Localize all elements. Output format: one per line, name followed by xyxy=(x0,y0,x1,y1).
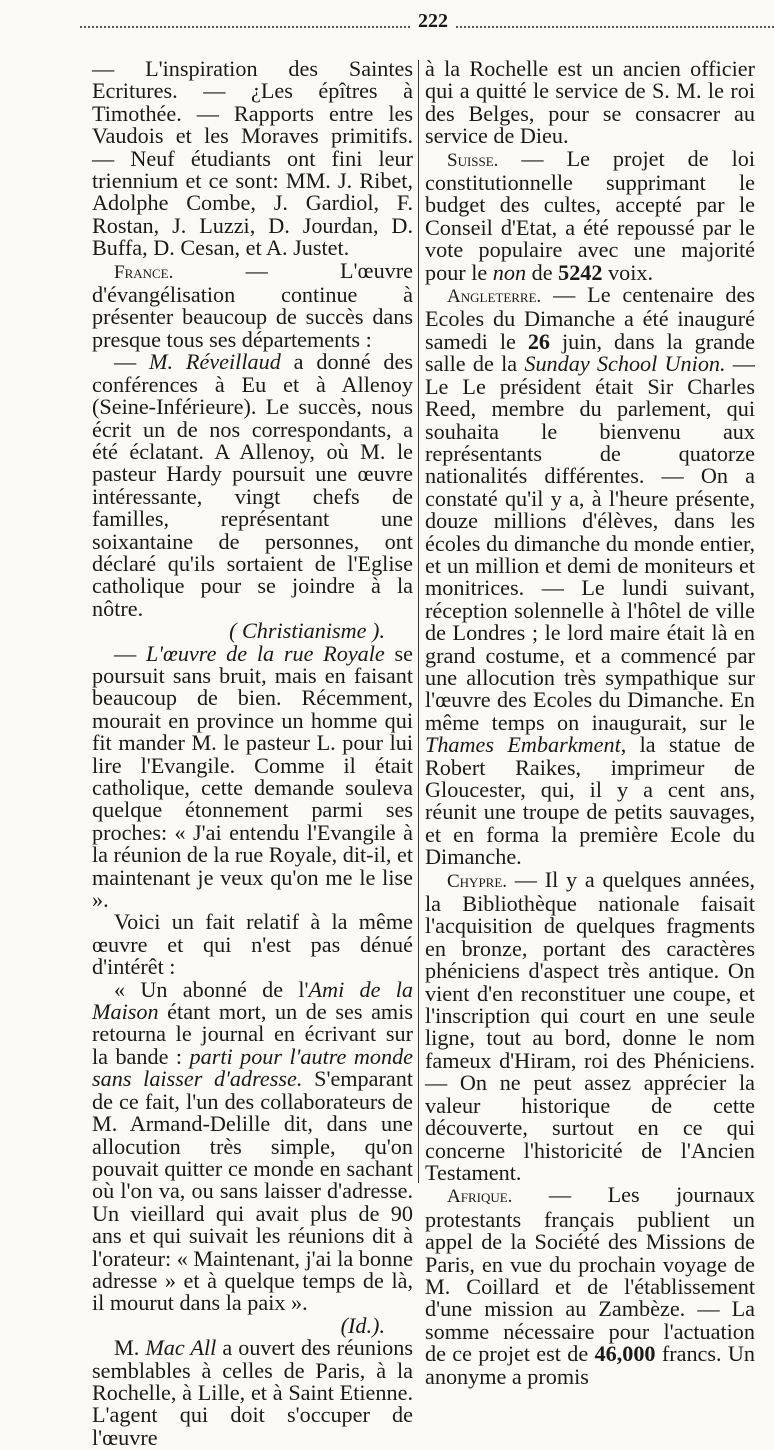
paragraph-courses: — L'inspiration des Saintes Ecritures. — ¿Les épîtres à Timothée. — Rapports entre les Vaudois et les Moraves primitifs. — Neuf étudiants ont fini leur triennium et ce sont: MM. J. Ribet, Adolphe Combe, J. Gardiol, F. Rostan, J. Luzzi, D. Jourdan, D. Buffa, D. Cesan, et A. Justet. xyxy=(92,56,413,261)
paragraph-afrique: Afrique. — Les journaux protestants français publient un appel de la Société des Missions de Paris, en vue du prochain voyage de M. Coillard et de l'établissement d'une mission au Zambèze. — La somme nécessaire pour l'actuation de ce projet est de 46,000 francs. Un anonyme a promis xyxy=(425,1182,755,1389)
right-column xyxy=(425,58,755,1388)
left-column xyxy=(92,58,413,1449)
paragraph-angleterre: Angleterre. — Le centenaire des Ecoles du Dimanche a été inauguré samedi le 26 juin, dans la grande salle de la Sunday School Union. — Le Le président était Sir Charles Reed, membre du parlement, qui souhaita le bienvenu aux représentants de quatorze nationalités différentes. — On a constaté qu'il y a, à l'heure présente, douze millions d'élèves, dans les écoles du dimanche du monde entier, et un million et demi de moniteurs et monitrices. — Le lundi suivant, réception solennelle à l'hôtel de ville de Londres ; le lord maire était là en grand costume, et a commencé par une allocution très sympathique sur l'œuvre des Ecoles du Dimanche. En même temps on inaugurait, sur le Thames Embarkment, la statue de Robert Raikes, imprimeur de Gloucester, qui, il y a cent ans, réunit une troupe de petits sauvages, et en forma la première Ecole du Dimanche. xyxy=(425,282,755,870)
paragraph-suisse: Suisse. — Le projet de loi constitutionnelle supprimant le budget des cultes, accepté par le Conseil d'Etat, a été repoussé par le vote populaire avec une majorité pour le non de 5242 voix. xyxy=(425,145,755,285)
paragraph-rue-royale: — L'œuvre de la rue Royale se poursuit sans bruit, mais en faisant beaucoup de bien. Récemment, mourait en province un homme qui fit mander M. le pasteur L. pour lui lire l'Evangile. Comme il était catholique, cette demande souleva quelque étonnement parmi ses proches: « J'ai entendu l'Evangile à la réunion de la rue Royale, dit-il, et maintenant je veux qu'on me le lise ». xyxy=(92,640,414,913)
paragraph-rochelle: à la Rochelle est un ancien officier qui a quitté le service de S. M. le roi des Belges, pour se consacrer au service de Dieu. xyxy=(425,56,755,149)
section-lead-suisse: Suisse. xyxy=(447,149,499,171)
section-lead-angleterre: Angleterre. xyxy=(447,286,542,308)
paragraph-reveillaud: — M. Réveillaud a donné des conférences à Eu et à Allenoy (Seine-Inférieure). Le succès, nous écrit un de nos correspondants, a été éclatant. A Allenoy, où M. le pasteur Hardy poursuit une œuvre intéressante, vingt chefs de familles, représentant une soixantaine de personnes, ont déclaré qu'ils sortaient de l'Eglise catholique pour se joindre à la nôtre. xyxy=(92,349,414,621)
section-lead-afrique: Afrique. xyxy=(447,1186,513,1208)
column-separator xyxy=(418,60,419,1183)
name-mac-all: Mac All xyxy=(145,1335,217,1361)
source-christianisme: ( Christianisme ). xyxy=(229,618,385,644)
page-number: 222 xyxy=(410,10,456,33)
name-rue-royale: L'œuvre de la rue Royale xyxy=(145,640,385,666)
source-id: (Id.). xyxy=(340,1312,385,1338)
paragraph-france: France. — L'œuvre d'évangélisation continue à présenter beaucoup de succès dans presque tous ses départements : xyxy=(92,257,413,352)
section-lead-france: France. xyxy=(114,261,174,283)
paragraph-fait-relatif: Voici un fait relatif à la même œuvre et qui n'est pas dénué d'intérêt : xyxy=(92,909,413,980)
paragraph-abonne: « Un abonné de l'Ami de la Maison étant mort, un de ses amis retourna le journal en écrivant sur la bande : parti pour l'autre monde sans laisser d'adresse. S'emparant de ce fait, l'un des collaborateurs de M. Armand-Delille dit, dans une allocution très simple, qu'on pouvait quitter ce monde en sachant où l'on va, ou sans laisser d'adresse. Un vieillard qui avait plus de 90 ans et qui suivait les réunions dit à l'orateur: « Maintenant, j'ai la bonne adresse » et à quelque temps de là, il mourut dans la paix ». xyxy=(92,976,414,1316)
section-lead-chypre: Chypre. xyxy=(447,870,508,892)
paragraph-chypre: Chypre. — Il y a quelques années, la Bibliothèque nationale faisait l'acquisition de quelques fragments en bronze, portant des caractères phéniciens d'aspect très antique. On vient d'en reconstituer une coupe, et l'inscription qui court en une seule ligne, tout au bord, donne le nom fameux d'Hiram, roi des Phéniciens. — On ne peut assez apprécier la valeur historique de cette découverte, surtout en ce qui concerne l'historicité de l'Ancien Testament. xyxy=(425,866,755,1185)
paragraph-mac-all: M. Mac All a ouvert des réunions semblables à celles de Paris, à la Rochelle, à Lille, et à Saint Etienne. L'agent qui doit s'occuper de l'œuvre xyxy=(92,1335,413,1450)
name-reveillaud: M. Réveillaud xyxy=(149,349,281,375)
page-header xyxy=(80,12,774,40)
